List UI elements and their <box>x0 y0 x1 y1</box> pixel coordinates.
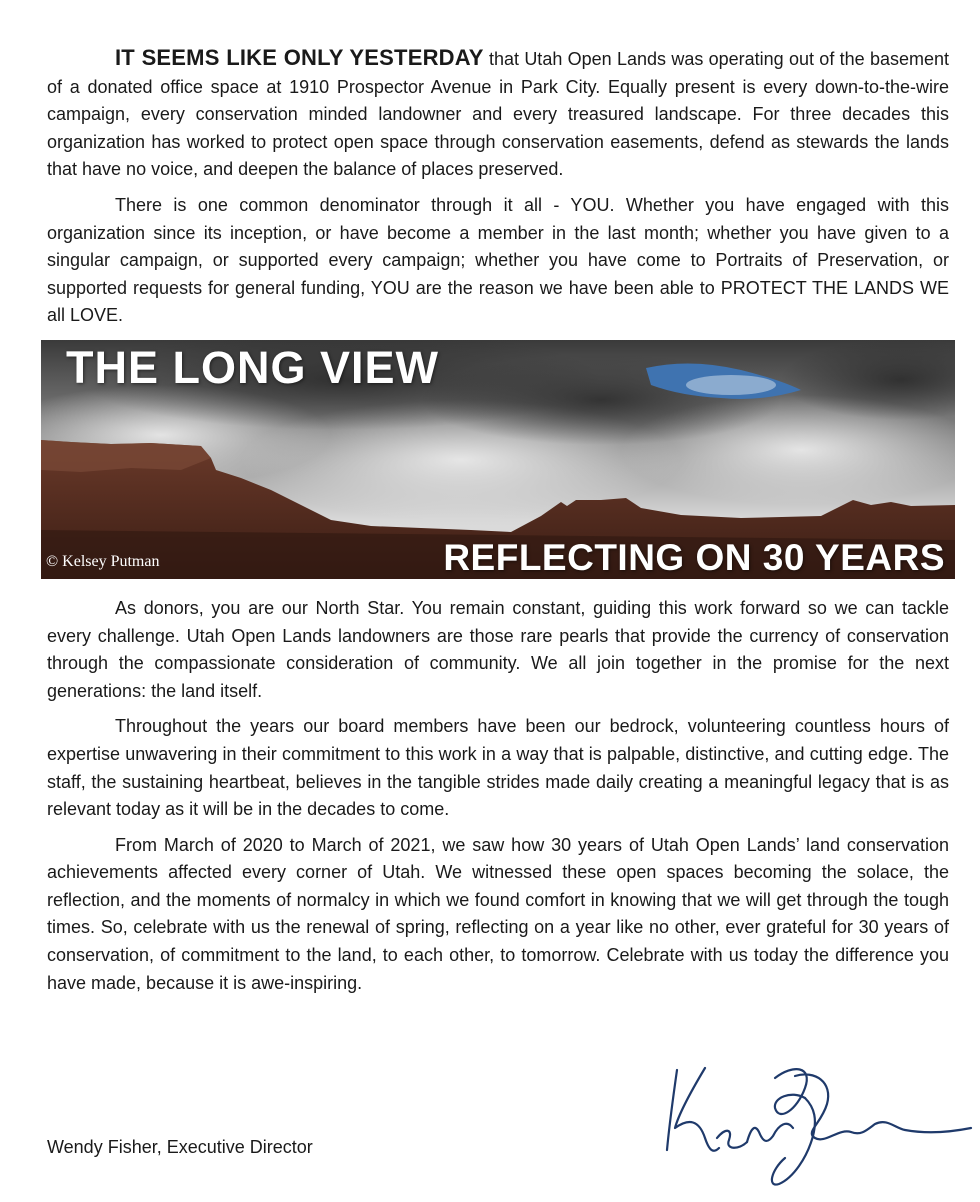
photo-credit: © Kelsey Putman <box>46 552 160 570</box>
banner-subtitle: REFLECTING ON 30 YEARS <box>443 536 945 578</box>
paragraph-celebrate: From March of 2020 to March of 2021, we saw how 30 years of Utah Open Lands’ land conservation achievements affected every corner of Utah. We witnessed these open spaces becoming the solace, the reflection, and the moments of normalcy in which we found comfort in knowing that we will get through the tough times. So, celebrate with us the renewal of spring, reflecting on a year like no other, ever grateful for 30 years of conservation, of commitment to the land, to each other, to tomorrow. Celebrate with us today the difference you have made, because it is awe-inspiring. <box>47 834 949 993</box>
signature-line: Wendy Fisher, Executive Director <box>47 1137 313 1157</box>
banner-title: THE LONG VIEW <box>66 341 439 393</box>
handwritten-signature <box>655 1058 975 1198</box>
paragraph-board: Throughout the years our board members have been our bedrock, volunteering countless hours of expertise unwavering in their commitment to this work in a way that is palpable, distinctive, and cutting edge. The staff, the sustaining heartbeat, believes in the tangible strides made daily creating a meaningful legacy that is as relevant today as it will be in the decades to come. <box>47 716 949 820</box>
intro-paragraph <box>47 44 949 184</box>
paragraph-you: There is one common denominator through it all - YOU. Whether you have engaged with this organization since its inception, or have become a member in the last month; whether you have given to a singular campaign, or supported every campaign; whether you have come to Portraits of Preservation, or supported requests for general funding, YOU are the reason we have been able to PROTECT THE LANDS WE all LOVE. <box>47 194 949 326</box>
letter-body <box>47 44 949 1005</box>
paragraph-donors: As donors, you are our North Star. You remain constant, guiding this work forward so we can tackle every challenge. Utah Open Lands landowners are those rare pearls that provide the currency of conservation through the compassionate consideration of community. We all join together in the promise for the next generations: the land itself. <box>47 597 949 701</box>
banner-image <box>41 340 955 579</box>
intro-text: that Utah Open Lands was operating out of the basement of a donated office space at 1910 Prospector Avenue in Park City. Equally present is every down-to-the-wire campaign, every conservation minded landowner and every treasured landscape. For three decades this organization has worked to protect open space through conservation easements, defend as stewards the lands that have no voice, and deepen the balance of places preserved. <box>47 49 949 180</box>
intro-lead: IT SEEMS LIKE ONLY YESTERDAY <box>115 45 484 70</box>
